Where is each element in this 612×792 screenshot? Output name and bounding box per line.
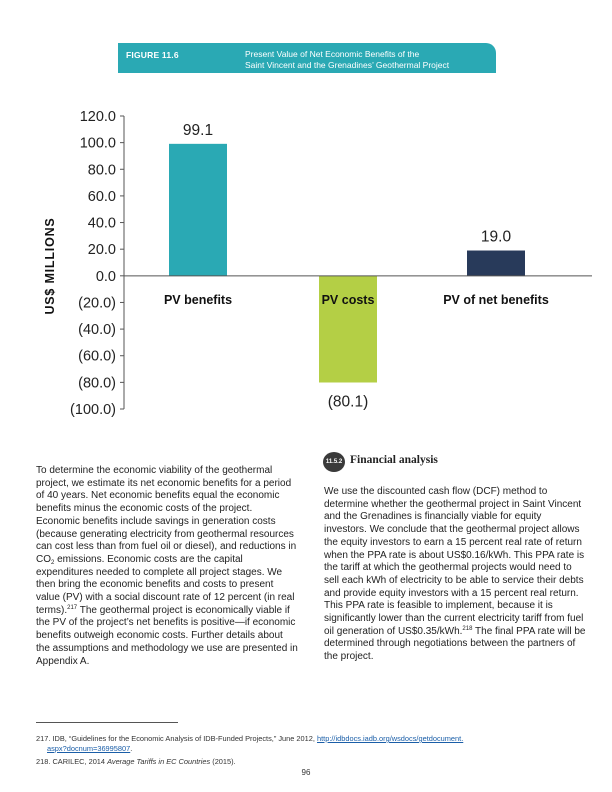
- footnote-218-title: Average Tariffs in EC Countries: [107, 757, 211, 766]
- figure-title-line-2: Saint Vincent and the Grenadines’ Geothermal Project: [245, 60, 450, 70]
- category-labels: [164, 293, 549, 307]
- bars: [169, 144, 525, 383]
- section-number-badge: 11.5.2: [323, 452, 345, 472]
- y-axis-title: US$ MILLIONS: [43, 217, 57, 315]
- footnote-ref-217[interactable]: 217: [67, 604, 78, 611]
- category-label-3: PV of net benefits: [443, 292, 549, 307]
- y-tick-label: 100.0: [79, 135, 116, 152]
- footnotes: [36, 734, 576, 767]
- footnote-218-text: 218. CARILEC, 2014: [36, 757, 108, 766]
- co2-subscript: 2: [51, 559, 55, 566]
- y-tick-label: 40.0: [87, 215, 116, 232]
- y-tick-label: 60.0: [87, 188, 116, 205]
- footnote-217-continuation: [36, 744, 576, 754]
- y-tick-label: 80.0: [87, 162, 116, 179]
- bar-3: [467, 251, 525, 276]
- footnote-217: [36, 734, 576, 744]
- footnote-217-text: 217. IDB, “Guidelines for the Economic Analysis of IDB-Funded Projects,” June 2012,: [36, 734, 317, 743]
- data-label-2: (80.1): [327, 393, 369, 411]
- footnote-divider: [36, 722, 178, 723]
- right-paragraph-part-2: The final PPA rate will be determined through negotiations between the partners of the project.: [324, 625, 586, 663]
- y-tick-label: (100.0): [70, 402, 116, 418]
- bar-2: [319, 276, 377, 383]
- footnote-218-end: (2015).: [210, 757, 236, 766]
- left-paragraph-part-1: To determine the economic viability of the geothermal project, we estimate its net economic benefits for a period of 40 years. Net economic benefits equal the economic benefits minus the economic costs of the project. Economic benefits include savings in generation costs (because generating electricity from geothermal resources can cost less than from fuel oil or diesel), and reductions in CO: [36, 465, 297, 565]
- footnote-217-link-part-1[interactable]: http://idbdocs.iadb.org/wsdocs/getdocument.: [317, 734, 464, 743]
- y-tick-label: 120.0: [79, 109, 116, 125]
- y-axis-ticks: [70, 109, 124, 418]
- footnote-217-end: .: [130, 744, 133, 753]
- figure-title-line-1: Present Value of Net Economic Benefits of the: [245, 49, 420, 59]
- section-title: Financial analysis: [350, 454, 438, 466]
- y-tick-label: 20.0: [87, 242, 116, 259]
- left-paragraph-part-3: The geothermal project is economically viable if the PV of the project’s net benefits is positive—if economic benefits outweigh economic costs. Further details about the assumptions and methodology we use are presented in Appendix A.: [36, 604, 298, 667]
- left-paragraph-part-2: emissions. Economic costs are the capital expenditures needed to complete all project stages. We then bring the economic benefits and costs to present value (PV) with a social discount rate of 12 percent (in real terms).: [36, 553, 295, 616]
- body-left-column: [36, 465, 298, 668]
- footnote-217-link-part-2[interactable]: aspx?docnum=36995807: [47, 744, 131, 753]
- y-tick-label: (20.0): [78, 295, 116, 312]
- body-right-column: [324, 486, 586, 664]
- figure-label: FIGURE 11.6: [126, 50, 179, 60]
- data-label-1: 99.1: [182, 121, 214, 139]
- y-tick-label: 0.0: [95, 268, 116, 285]
- category-label-1: PV benefits: [163, 292, 233, 307]
- footnote-218: [36, 757, 576, 767]
- y-tick-label: (60.0): [78, 348, 116, 365]
- right-paragraph-part-1: We use the discounted cash flow (DCF) method to determine whether the geothermal project in Saint Vincent and the Grenadines is financially viable for equity investors. We conclude that the geothermal project allows the equity investors to earn a 15 percent real rate of return when the PPA rate is about US$0.16/kWh. This PPA rate is the tariff at which the geothermal projects would need to sell each kWh of electricity to be able to service their debts and provide equity investors with a 15 percent real return. This PPA rate is feasible to implement, because it is significantly lower than the current electricity tariff from fuel oil generation of US$0.35/kWh.: [324, 486, 585, 637]
- y-tick-label: (40.0): [78, 322, 116, 339]
- footnote-ref-218[interactable]: 218: [462, 625, 473, 632]
- data-label-3: 19.0: [480, 228, 512, 246]
- page-number: 96: [301, 768, 311, 777]
- bar-1: [169, 144, 227, 276]
- y-tick-label: (80.0): [78, 375, 116, 392]
- category-label-2: PV costs: [321, 292, 375, 307]
